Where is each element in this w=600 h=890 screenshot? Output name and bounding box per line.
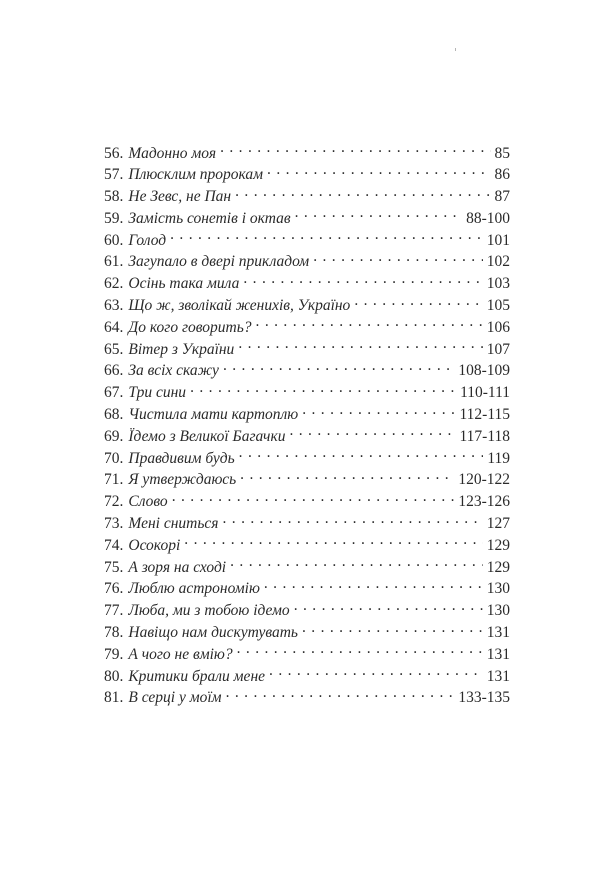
toc-entry-title: Вітер з України [128,340,235,358]
toc-entry-leader-dots [238,338,482,354]
toc-entry-leader-dots [220,142,490,158]
toc-entry [104,229,510,251]
toc-entry-title: Не Зевс, не Пан [128,188,232,206]
toc-entry [104,556,510,578]
paper-speck [455,48,456,51]
toc-entry [104,687,510,709]
toc-entry-title: А чого не вмію? [128,645,233,663]
toc-entry [104,513,510,535]
toc-entry-number: 62. [104,275,124,293]
toc-entry-title: Їдемо з Великої Багачки [128,427,286,445]
toc-entry-title: До кого говорить? [128,318,252,336]
toc-entry-leader-dots [172,491,455,507]
toc-entry-title: Замість сонетів і октав [128,209,291,227]
toc-entry-page: 131 [486,624,510,642]
toc-entry-leader-dots [237,643,483,659]
toc-entry-title: Мадонно моя [128,144,217,162]
toc-entry-leader-dots [243,273,482,289]
toc-entry-title: Голод [128,231,167,249]
toc-entry [104,600,510,622]
toc-entry-page: 112-115 [459,406,510,424]
toc-entry-number: 72. [104,493,124,511]
toc-entry-number: 56. [104,144,124,162]
toc-entry-number: 66. [104,362,124,380]
toc-entry-page: 120-122 [458,471,510,489]
toc-entry [104,578,510,600]
toc-entry-number: 70. [104,449,124,467]
toc-entry-leader-dots [302,404,455,420]
toc-entry [104,207,510,229]
toc-entry [104,382,510,404]
toc-entry-number: 57. [104,166,124,184]
toc-entry-page: 102 [486,253,510,271]
toc-entry-title: Що ж, зволікай женихів, Україно [128,297,351,315]
toc-entry-number: 71. [104,471,124,489]
toc-entry [104,447,510,469]
toc-entry [104,316,510,338]
toc-entry-page: 127 [486,515,510,533]
toc-entry-page: 88-100 [466,209,510,227]
toc-entry-leader-dots [256,316,483,332]
toc-entry-page: 130 [486,580,510,598]
toc-entry-page: 86 [494,166,510,184]
toc-entry-page: 119 [487,449,510,467]
toc-entry-title: Осінь така мила [128,275,240,293]
toc-entry-leader-dots [222,513,482,529]
toc-entry-leader-dots [295,207,463,223]
toc-entry-leader-dots [230,556,483,572]
table-of-contents [104,142,510,709]
toc-entry-title: Навіщо нам дискутувать [128,624,298,642]
toc-entry-number: 77. [104,602,124,620]
toc-entry-leader-dots [235,186,490,202]
toc-entry [104,469,510,491]
toc-entry-leader-dots [226,687,455,703]
toc-entry-title: Загупало в двері прикладом [128,253,310,271]
toc-entry-title: Чистила мати картоплю [128,406,299,424]
toc-entry [104,491,510,513]
toc-entry-number: 81. [104,689,124,707]
toc-entry-number: 65. [104,340,124,358]
toc-entry-leader-dots [313,251,483,267]
toc-entry [104,360,510,382]
toc-entry-page: 85 [494,144,510,162]
toc-entry-number: 74. [104,536,124,554]
toc-entry-leader-dots [294,600,483,616]
toc-entry-page: 105 [486,297,510,315]
toc-entry-page: 101 [486,231,510,249]
toc-entry [104,338,510,360]
toc-entry-number: 76. [104,580,124,598]
toc-entry-title: Люба, ми з тобою ідемо [128,602,290,620]
toc-entry-number: 73. [104,515,124,533]
toc-entry-number: 60. [104,231,124,249]
toc-entry-number: 78. [104,624,124,642]
toc-entry-leader-dots [240,469,454,485]
toc-entry-leader-dots [267,164,490,180]
toc-entry [104,404,510,426]
toc-entry-title: За всіх скажу [128,362,219,380]
toc-entry-number: 79. [104,645,124,663]
toc-entry-page: 129 [486,558,510,576]
toc-entry-page: 131 [486,667,510,685]
toc-entry-page: 108-109 [458,362,510,380]
toc-entry-title: Слово [128,493,168,511]
toc-entry-page: 123-126 [458,493,510,511]
toc-entry-number: 67. [104,384,124,402]
toc-entry-leader-dots [190,382,456,398]
toc-entry-leader-dots [269,665,483,681]
toc-entry-title: В серці у моїм [128,689,222,707]
toc-entry-page: 103 [486,275,510,293]
toc-entry-page: 117-118 [459,427,510,445]
toc-entry-leader-dots [223,360,454,376]
toc-entry [104,665,510,687]
toc-entry-title: Плюсклим пророкам [128,166,264,184]
toc-entry-leader-dots [170,229,483,245]
toc-entry [104,273,510,295]
toc-entry-leader-dots [302,622,483,638]
toc-entry-page: 87 [494,188,510,206]
toc-entry-page: 131 [486,645,510,663]
toc-entry-number: 61. [104,253,124,271]
toc-entry-page: 110-111 [460,384,510,402]
toc-entry-leader-dots [184,534,482,550]
toc-entry [104,534,510,556]
toc-entry-page: 130 [486,602,510,620]
toc-entry-title: Критики брали мене [128,667,266,685]
toc-entry [104,425,510,447]
toc-entry [104,186,510,208]
toc-entry-number: 69. [104,427,124,445]
toc-entry-number: 80. [104,667,124,685]
toc-entry-title: Люблю астрономію [128,580,260,598]
toc-entry-leader-dots [264,578,483,594]
toc-entry-leader-dots [289,425,455,441]
toc-entry-leader-dots [354,295,482,311]
toc-entry-title: Я утверждаюсь [128,471,237,489]
toc-entry-number: 58. [104,188,124,206]
toc-entry [104,295,510,317]
toc-entry-number: 75. [104,558,124,576]
toc-entry [104,142,510,164]
toc-entry [104,251,510,273]
toc-entry-number: 68. [104,406,124,424]
toc-entry-number: 63. [104,297,124,315]
toc-entry-title: А зоря на сході [128,558,227,576]
toc-entry-title: Три сини [128,384,187,402]
toc-entry-number: 59. [104,209,124,227]
toc-entry-title: Правдивим будь [128,449,235,467]
toc-entry-page: 133-135 [458,689,510,707]
toc-entry-page: 107 [486,340,510,358]
toc-entry-page: 106 [486,318,510,336]
toc-entry-page: 129 [486,536,510,554]
toc-entry-title: Мені сниться [128,515,219,533]
toc-entry [104,643,510,665]
toc-entry-leader-dots [239,447,484,463]
toc-entry-number: 64. [104,318,124,336]
toc-entry [104,622,510,644]
toc-entry [104,164,510,186]
toc-entry-title: Осокорі [128,536,181,554]
